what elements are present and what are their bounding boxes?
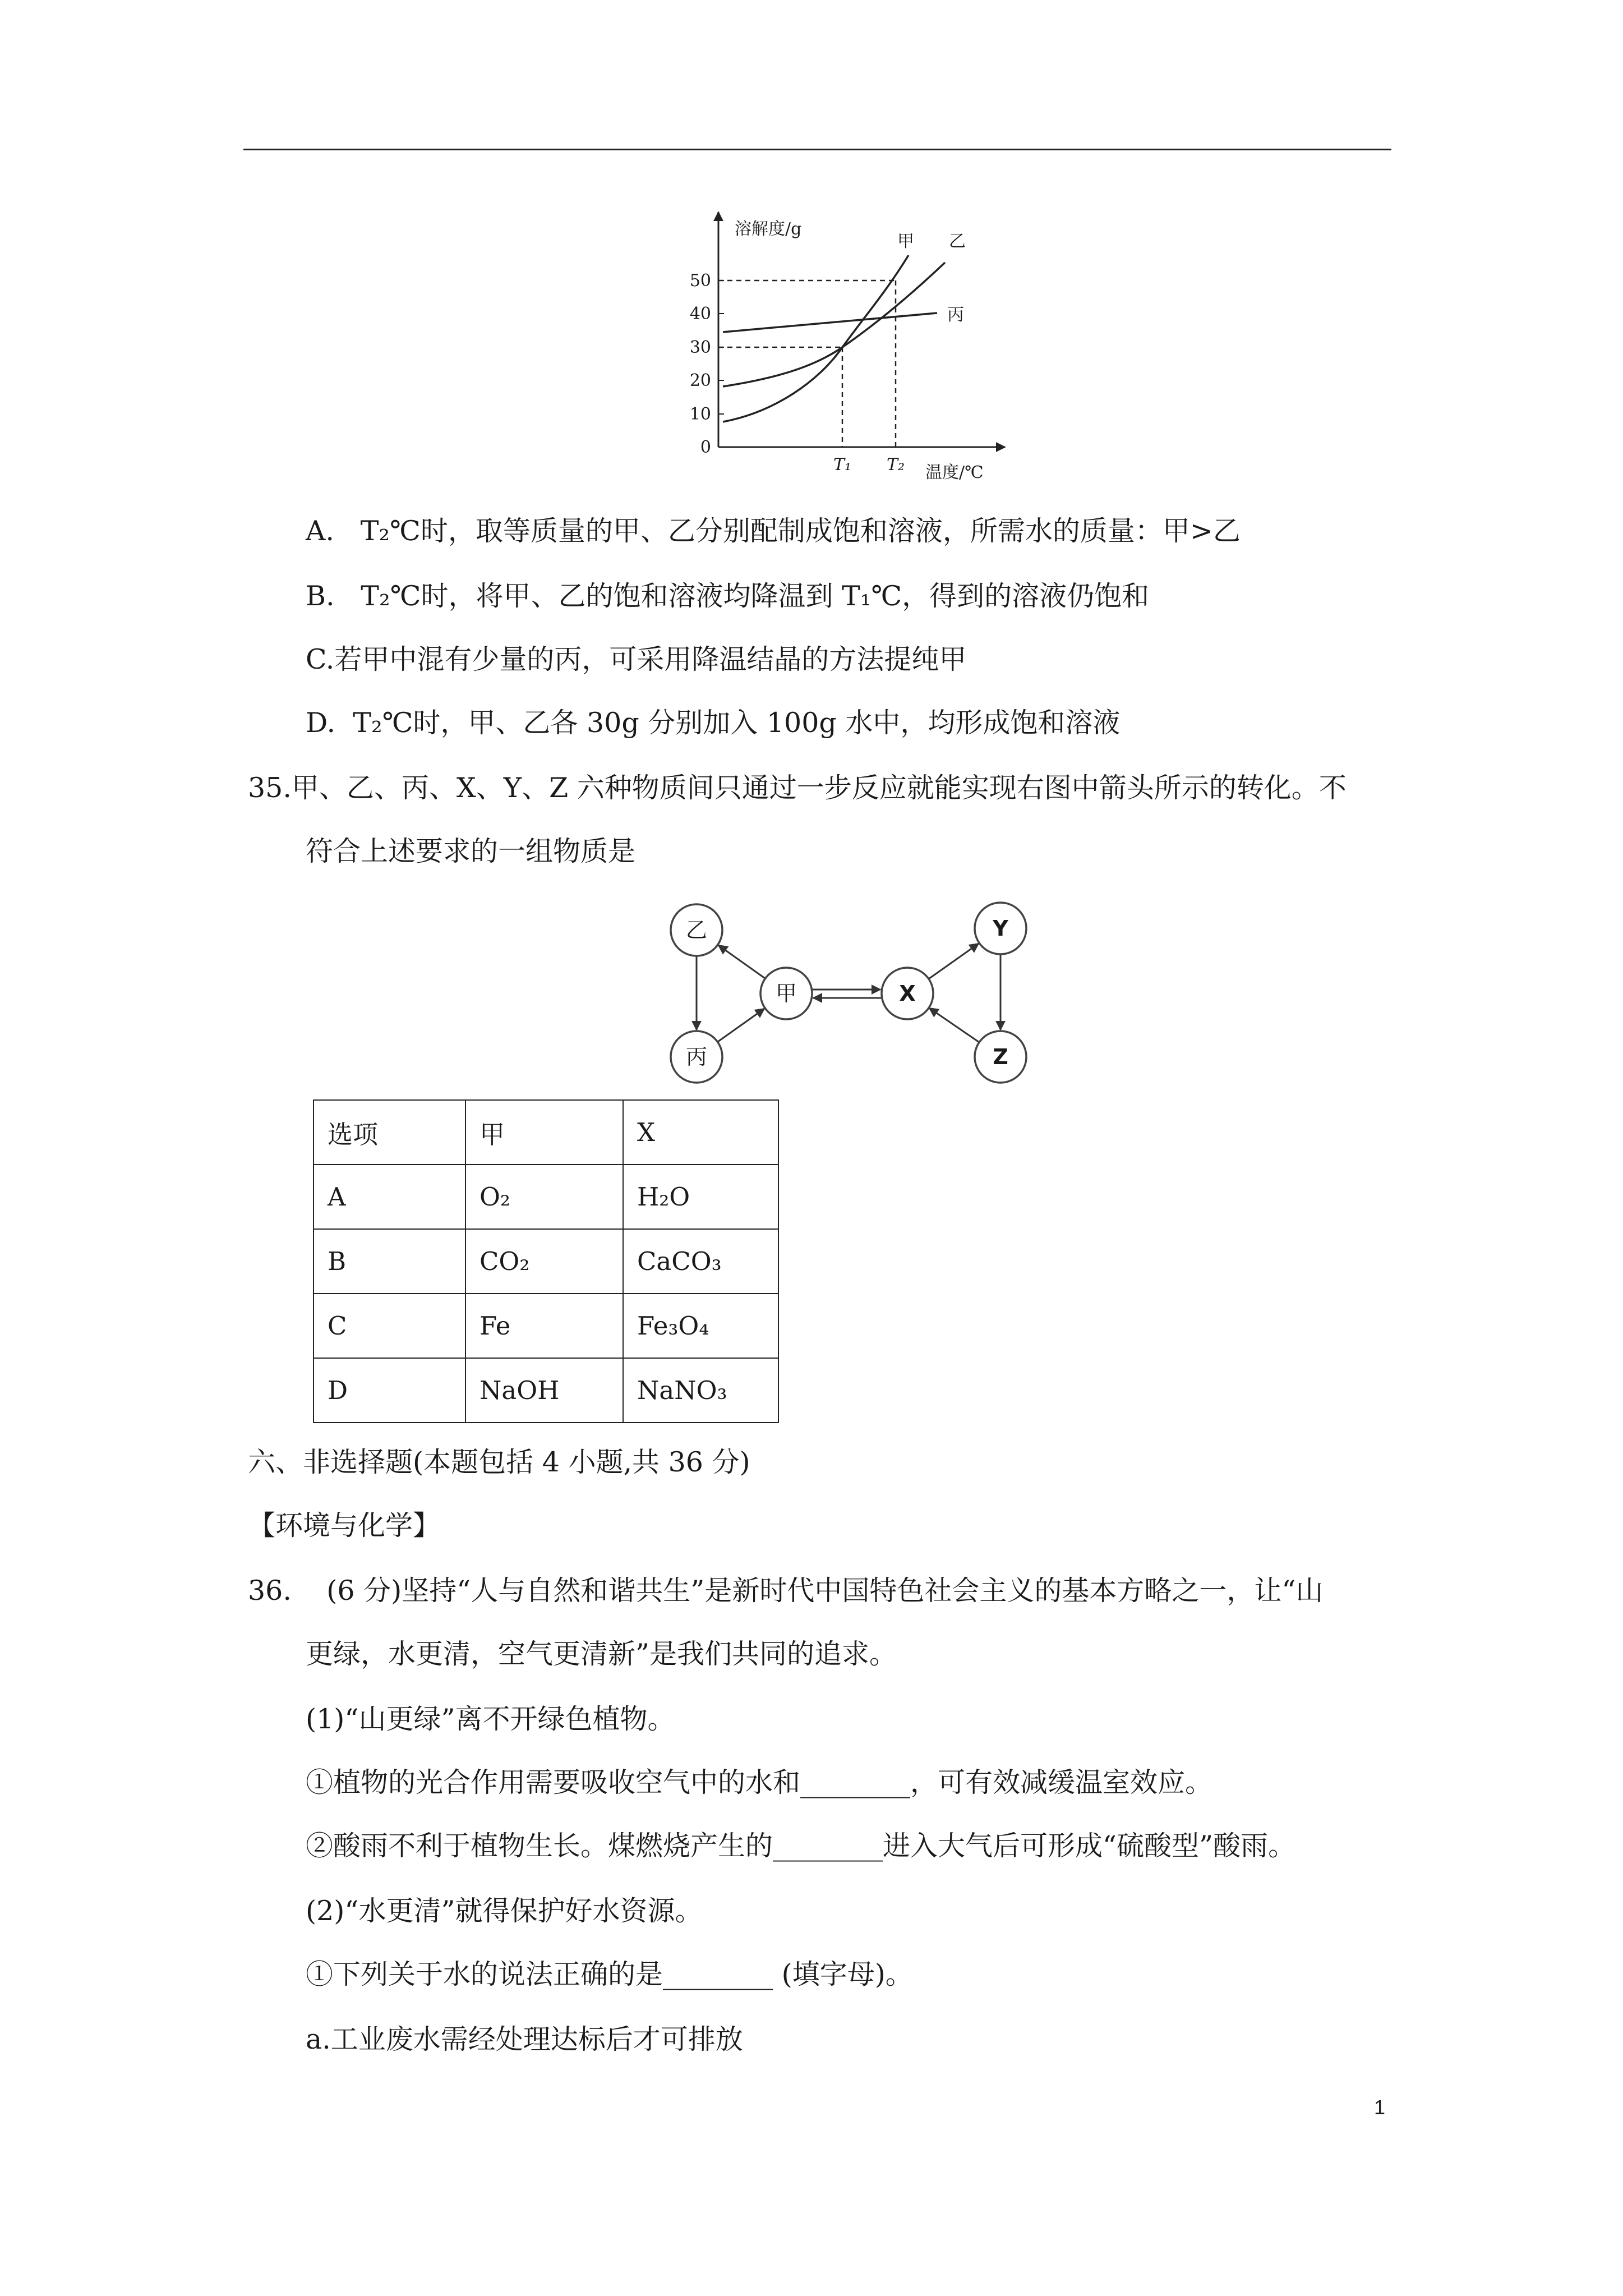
solubility-figure <box>662 202 1021 494</box>
series-label-bing: 丙 <box>947 305 964 325</box>
node-label-bing: 丙 <box>685 1045 708 1069</box>
table-row <box>313 1229 778 1294</box>
page-number: 1 <box>1374 2096 1386 2119</box>
curve-bing <box>723 313 937 332</box>
q35-options-table <box>313 1099 779 1423</box>
table-cell: H₂O <box>623 1165 778 1229</box>
q36-line: (1)“山更绿”离不开绿色植物。 <box>306 1703 675 1735</box>
table-header-cell: X <box>623 1100 778 1165</box>
y-tick-label: 10 <box>689 404 711 424</box>
conversion-diagram <box>656 892 1049 1094</box>
arrow-bing-to-jia <box>718 1009 764 1042</box>
table-cell: O₂ <box>465 1165 623 1229</box>
table-cell: NaNO₃ <box>623 1358 778 1423</box>
x-axis-label: 温度/℃ <box>925 463 984 482</box>
table-cell: CaCO₃ <box>623 1229 778 1294</box>
series-label-jia: 甲 <box>897 232 914 251</box>
q34-option-d: D. T₂℃时，甲、乙各 30g 分别加入 100g 水中，均形成饱和溶液 <box>306 707 1121 739</box>
table-cell: CO₂ <box>465 1229 623 1294</box>
q35-stem-line2: 符合上述要求的一组物质是 <box>306 835 636 867</box>
y-tick-label: 0 <box>700 438 711 457</box>
arrow-z-to-x <box>929 1008 979 1042</box>
arrow-x-to-y <box>929 944 979 979</box>
table-header-row <box>313 1100 778 1165</box>
table-row <box>313 1165 778 1229</box>
table-cell: NaOH <box>465 1358 623 1423</box>
node-label-x: X <box>899 981 916 1006</box>
table-cell: Fe <box>465 1294 623 1358</box>
q35-stem-line1: 35.甲、乙、丙、X、Y、Z 六种物质间只通过一步反应就能实现右图中箭头所示的转化。不 <box>248 772 1347 804</box>
table-cell: B <box>313 1229 465 1294</box>
table-cell: D <box>313 1358 465 1423</box>
series-label-yi: 乙 <box>949 232 966 251</box>
y-tick-label: 40 <box>689 304 711 324</box>
table-cell: Fe₃O₄ <box>623 1294 778 1358</box>
table-cell: C <box>313 1294 465 1358</box>
q36-line: 36. (6 分)坚持“人与自然和谐共生”是新时代中国特色社会主义的基本方略之一，让“山 <box>248 1575 1324 1607</box>
q36-line: ①下列关于水的说法正确的是________ (填字母)。 <box>306 1958 913 1990</box>
table-header-cell: 甲 <box>465 1100 623 1165</box>
subsection-title: 【环境与化学】 <box>248 1510 441 1542</box>
q36-line: a.工业废水需经处理达标后才可排放 <box>306 2023 743 2055</box>
y-tick-label: 30 <box>689 338 711 357</box>
node-label-y: Y <box>993 916 1008 941</box>
x-tick-label-t2: T₂ <box>886 455 905 475</box>
node-label-yi: 乙 <box>685 918 708 942</box>
section-title: 六、非选择题(本题包括 4 小题,共 36 分) <box>248 1446 750 1478</box>
x-tick-label-t1: T₁ <box>833 455 852 475</box>
table-cell: A <box>313 1165 465 1229</box>
node-label-z: Z <box>993 1045 1008 1069</box>
table-row <box>313 1294 778 1358</box>
q36-line: ②酸雨不利于植物生长。煤燃烧产生的________进入大气后可形成“硫酸型”酸雨。 <box>306 1830 1296 1862</box>
q34-option-b: B. T₂℃时，将甲、乙的饱和溶液均降温到 T₁℃，得到的溶液仍饱和 <box>306 580 1150 612</box>
y-tick-label: 50 <box>689 271 711 291</box>
q36-line: (2)“水更清”就得保护好水资源。 <box>306 1895 703 1927</box>
q34-option-c: C.若甲中混有少量的丙，可采用降温结晶的方法提纯甲 <box>306 643 967 675</box>
node-label-jia: 甲 <box>775 981 797 1006</box>
arrow-jia-to-yi <box>718 945 765 978</box>
q36-line: 更绿，水更清，空气更清新”是我们共同的追求。 <box>306 1638 897 1670</box>
y-tick-label: 20 <box>689 371 711 390</box>
q34-option-a: A. T₂℃时，取等质量的甲、乙分别配制成饱和溶液，所需水的质量：甲>乙 <box>306 515 1241 547</box>
table-row <box>313 1358 778 1423</box>
y-axis-label: 溶解度/g <box>735 219 802 239</box>
table-header-cell: 选项 <box>313 1100 465 1165</box>
header-rule <box>243 149 1391 150</box>
q36-line: ①植物的光合作用需要吸收空气中的水和________，可有效减缓温室效应。 <box>306 1766 1213 1798</box>
